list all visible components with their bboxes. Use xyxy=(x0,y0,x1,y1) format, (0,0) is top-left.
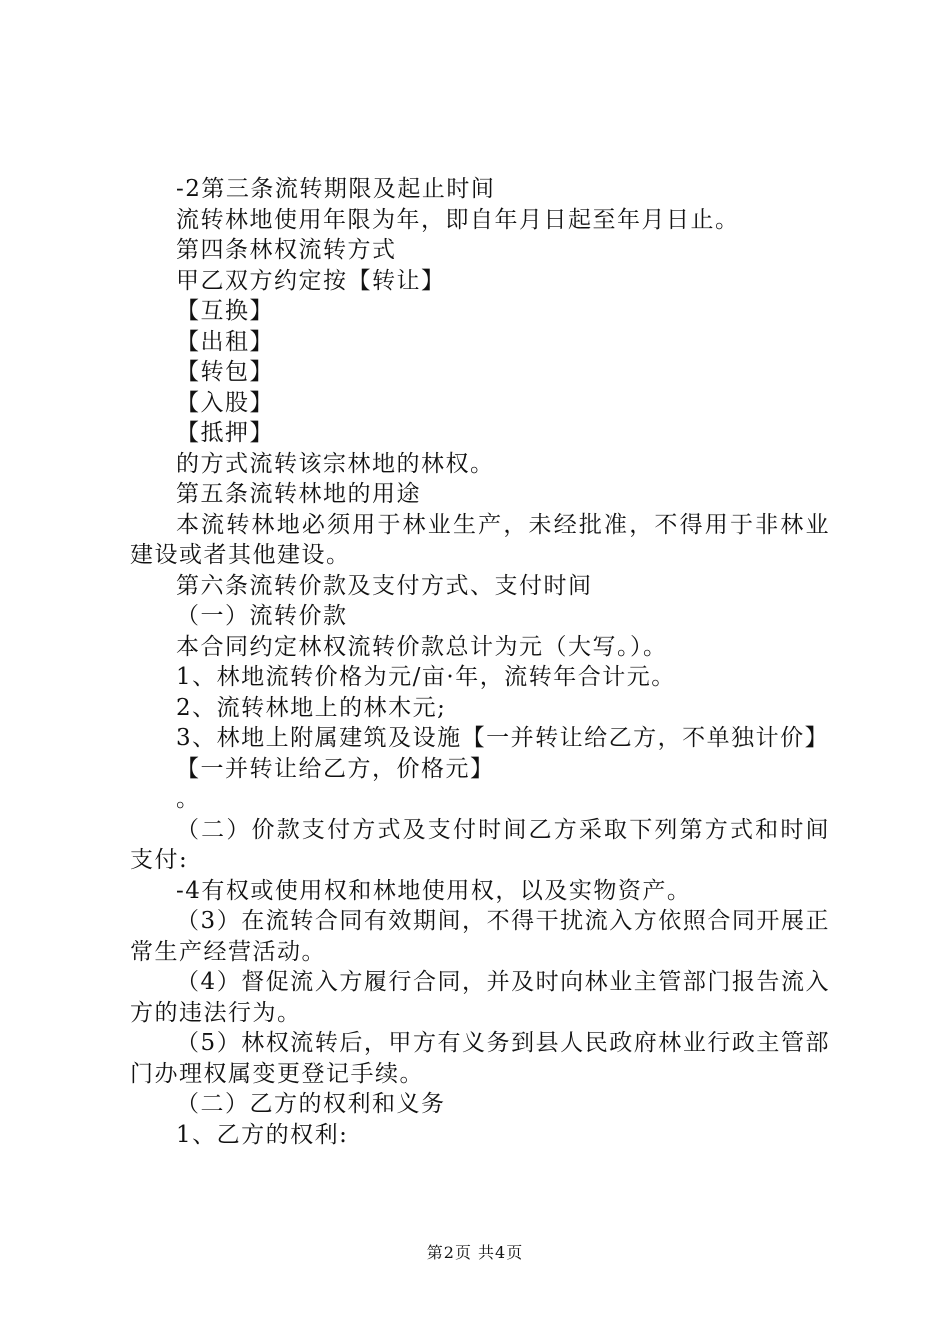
paragraph: -4有权或使用权和林地使用权，以及实物资产。 xyxy=(176,877,692,904)
paragraph: 【入股】 xyxy=(176,389,274,416)
paragraph: （二）价款支付方式及支付时间乙方采取下列第方式和时间支付: xyxy=(130,816,830,873)
paragraph: （3）在流转合同有效期间，不得干扰流入方依照合同开展正常生产经营活动。 xyxy=(130,908,830,965)
paragraph: 第四条林权流转方式 xyxy=(176,237,397,263)
page-number-footer: 第2页 共4页 xyxy=(426,1243,524,1262)
paragraph: 【出租】 xyxy=(176,328,274,355)
paragraph: 2、流转林地上的林木元; xyxy=(176,694,447,721)
paragraph: 本合同约定林权流转价款总计为元（大写。）。 xyxy=(176,633,668,660)
paragraph: （5）林权流转后，甲方有义务到县人民政府林业行政主管部门办理权属变更登记手续。 xyxy=(130,1030,830,1087)
document-body xyxy=(130,174,830,1150)
paragraph: （二）乙方的权利和义务 xyxy=(176,1091,446,1117)
paragraph: 【抵押】 xyxy=(176,420,274,446)
paragraph: 流转林地使用年限为年，即自年月日起至年月日止。 xyxy=(176,206,740,233)
paragraph: 第五条流转林地的用途 xyxy=(176,481,421,507)
paragraph: 【互换】 xyxy=(176,298,274,324)
paragraph: 。 xyxy=(176,786,201,812)
paragraph: 甲乙双方约定按【转让】 xyxy=(176,267,446,294)
paragraph: 3、林地上附属建筑及设施【一并转让给乙方，不单独计价】 xyxy=(176,725,830,751)
paragraph: 【一并转让给乙方，价格元】 xyxy=(176,755,495,782)
paragraph: 【转包】 xyxy=(176,359,274,385)
paragraph: （一）流转价款 xyxy=(176,603,348,629)
paragraph: 1、林地流转价格为元/亩·年，流转年合计元。 xyxy=(176,664,676,690)
paragraph: 的方式流转该宗林地的林权。 xyxy=(176,450,495,477)
paragraph: 本流转林地必须用于林业生产，未经批准，不得用于非林业建设或者其他建设。 xyxy=(130,511,830,568)
paragraph: 1、乙方的权利: xyxy=(176,1121,349,1148)
paragraph: 第六条流转价款及支付方式、支付时间 xyxy=(176,572,593,599)
paragraph: （4）督促流入方履行合同，并及时向林业主管部门报告流入方的违法行为。 xyxy=(130,969,830,1026)
paragraph: -2第三条流转期限及起止时间 xyxy=(176,176,496,202)
